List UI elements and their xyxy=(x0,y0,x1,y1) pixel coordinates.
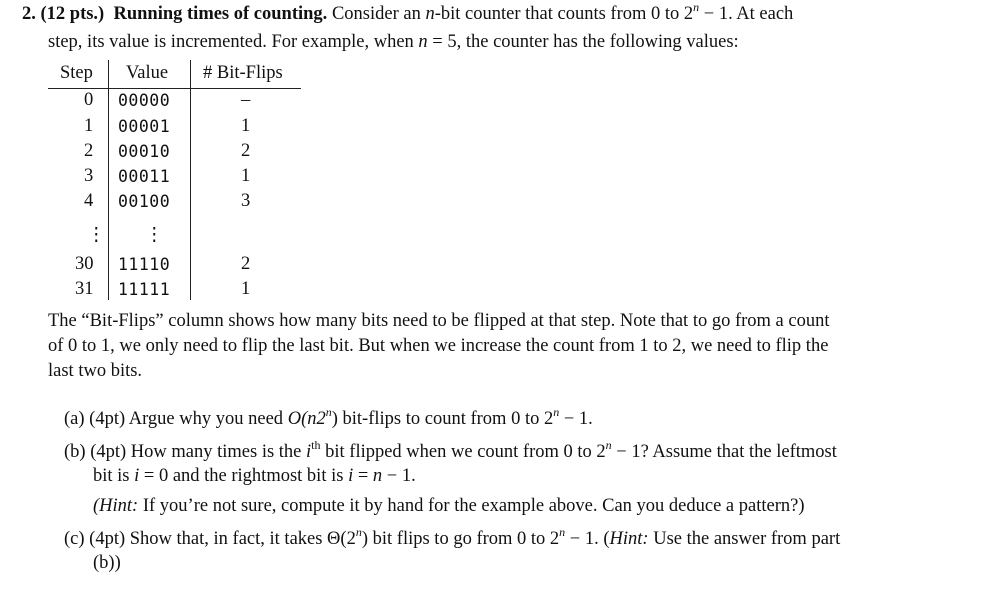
part-a-big-o-exp: n xyxy=(325,404,332,419)
problem-heading xyxy=(22,0,794,25)
part-a-big-o: O xyxy=(287,409,302,429)
problem-points: (12 pts.) xyxy=(40,4,105,24)
part-c-points: (4pt) xyxy=(89,529,126,549)
part-b-line-2 xyxy=(93,465,416,487)
part-b-line2-d: − 1. xyxy=(382,466,416,486)
part-c-label: (c) xyxy=(64,529,85,549)
part-c-text-b: ) bit flips to go from 0 to 2 xyxy=(361,529,560,549)
table-row-value: 00001 xyxy=(118,117,171,136)
part-a-points: (4pt) xyxy=(89,409,126,429)
part-b-label: (b) xyxy=(64,442,86,462)
problem-number: 2. xyxy=(22,4,36,24)
part-b-hint-text: If you’re not sure, compute it by hand for the example above. Can you deduce a pattern?) xyxy=(138,496,805,516)
part-b-line2-i1: i xyxy=(134,466,140,486)
intro-exp: n xyxy=(693,0,700,14)
table-row-value: 00011 xyxy=(118,167,171,186)
part-b-exp: n xyxy=(605,437,612,452)
intro2-text-b: = 5, the counter has the following values: xyxy=(427,32,739,52)
part-c-text-d: Use the answer from part xyxy=(648,529,841,549)
ellipsis-value: ⋮ xyxy=(145,225,164,245)
part-a-text-b: bit-flips to count from 0 to 2 xyxy=(337,409,554,429)
part-a-text-c: − 1. xyxy=(559,409,593,429)
table-row-flips: 1 xyxy=(241,279,251,299)
part-b-line2-a: bit is xyxy=(93,466,130,486)
part-b-line2-c: = xyxy=(353,466,373,486)
part-b-text-a: How many times is the xyxy=(130,442,302,462)
table-row-value: 00010 xyxy=(118,142,171,161)
intro2-text-a: step, its value is incremented. For example, when xyxy=(48,32,414,52)
table-row-step: 0 xyxy=(84,90,94,110)
ellipsis-step: ⋮ xyxy=(87,225,106,245)
part-c-line-1 xyxy=(64,524,841,550)
part-b-line2-b: = 0 and the rightmost bit is xyxy=(139,466,344,486)
part-c-text-a: Show that, in fact, it takes Θ(2 xyxy=(129,529,356,549)
table-row-step: 1 xyxy=(84,116,94,136)
paragraph-line-3: last two bits. xyxy=(48,361,143,381)
part-c-exp2: n xyxy=(559,524,566,539)
part-a-text-a: Argue why you need xyxy=(128,409,284,429)
table-row-step: 30 xyxy=(75,254,94,274)
table-row-flips: – xyxy=(241,90,251,110)
part-c-exp: n xyxy=(355,524,362,539)
part-a xyxy=(64,404,593,430)
table-row-value: 00000 xyxy=(118,91,171,110)
intro2-n: n xyxy=(418,32,428,52)
table-row-step: 31 xyxy=(75,279,94,299)
table-row-flips: 1 xyxy=(241,116,251,136)
part-b-text-c: − 1? Assume that the leftmost xyxy=(611,442,837,462)
intro-text-c: − 1. At each xyxy=(699,4,794,24)
part-c-text-c: − 1. ( xyxy=(565,529,610,549)
header-flips: # Bit-Flips xyxy=(203,63,283,83)
part-a-big-o-close: ) xyxy=(331,409,338,429)
table-row-value: 11111 xyxy=(118,280,171,299)
table-row-value: 11110 xyxy=(118,255,171,274)
table-row-step: 2 xyxy=(84,141,94,161)
table-row-flips: 1 xyxy=(241,166,251,186)
intro-text-b: -bit counter that counts from 0 to 2 xyxy=(434,4,694,24)
part-b-hint-label: Hint: xyxy=(99,496,139,516)
paragraph-line-2: of 0 to 1, we only need to flip the last bit. But when we increase the count from 1 to 2, we need to flip the xyxy=(48,336,829,356)
part-b-th: th xyxy=(311,437,321,452)
part-b-line-1 xyxy=(64,437,837,463)
part-b-line2-i2: i xyxy=(348,466,354,486)
column-divider-1 xyxy=(108,60,109,300)
part-a-exp: n xyxy=(553,404,560,419)
part-a-big-o-arg: (n2 xyxy=(301,409,326,429)
part-b-hint: (Hint: If you’re not sure, compute it by hand for the example above. Can you deduce a pattern?) xyxy=(93,496,805,516)
table-row-value: 00100 xyxy=(118,192,171,211)
part-b-text-b: bit flipped when we count from 0 to 2 xyxy=(320,442,606,462)
part-c-hint-label: Hint: xyxy=(609,529,649,549)
part-b-points: (4pt) xyxy=(90,442,127,462)
header-value: Value xyxy=(126,63,169,83)
part-b-line2-n: n xyxy=(372,466,383,486)
table-row-flips: 3 xyxy=(241,191,251,211)
intro-n: n xyxy=(425,4,435,24)
problem-intro-line2 xyxy=(48,31,739,53)
part-b-i: i xyxy=(306,442,312,462)
part-a-label: (a) xyxy=(64,409,85,429)
table-row-step: 4 xyxy=(84,191,94,211)
problem-title: Running times of counting. xyxy=(113,4,328,24)
table-row-flips: 2 xyxy=(241,254,251,274)
paragraph-line-1: The “Bit-Flips” column shows how many bits need to be flipped at that step. Note that to go from a count xyxy=(48,311,830,331)
column-divider-2 xyxy=(190,60,191,300)
intro-text-a: Consider an xyxy=(331,4,421,24)
part-c-line-2: (b)) xyxy=(93,553,121,573)
table-row-flips: 2 xyxy=(241,141,251,161)
header-step: Step xyxy=(60,63,93,83)
table-row-step: 3 xyxy=(84,166,94,186)
